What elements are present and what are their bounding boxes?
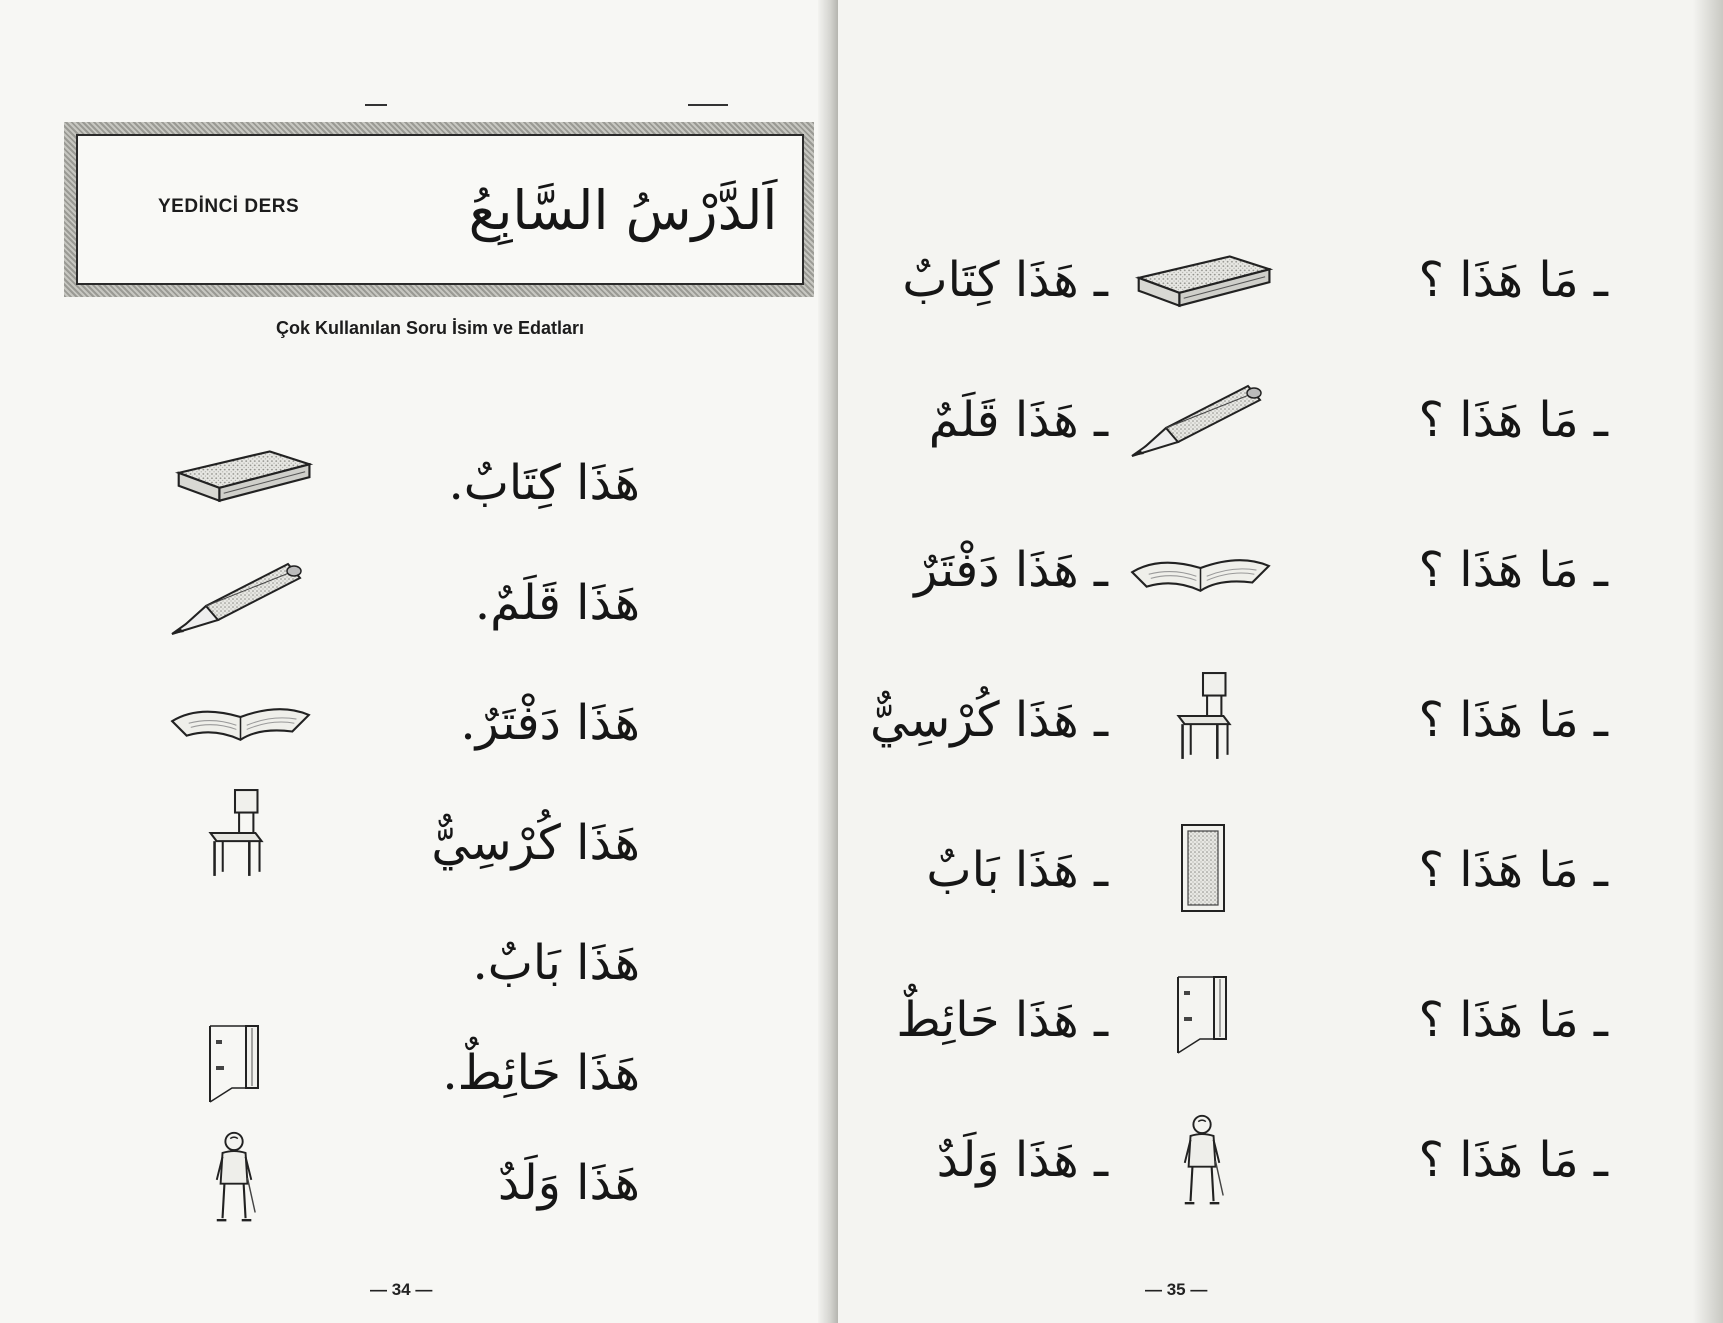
list-item bbox=[0, 548, 838, 658]
page-number-right: — 35 — bbox=[1145, 1280, 1208, 1299]
sentence-text: هَذَا وَلَدٌ bbox=[497, 1155, 640, 1211]
wall-icon bbox=[168, 1018, 318, 1118]
question-text: ـ مَا هَذَا ؟ bbox=[1418, 992, 1608, 1048]
question-text: ـ مَا هَذَا ؟ bbox=[1418, 1132, 1608, 1188]
sentence-text: هَذَا كُرْسِيٌّ bbox=[431, 815, 640, 871]
question-text: ـ مَا هَذَا ؟ bbox=[1418, 842, 1608, 898]
empty-picture-slot bbox=[168, 908, 318, 1008]
list-item bbox=[0, 908, 838, 1018]
sentence-text: هَذَا كِتَابٌ. bbox=[448, 455, 640, 511]
page-edge-shadow bbox=[1693, 0, 1723, 1323]
list-item bbox=[0, 788, 838, 898]
chair-icon bbox=[168, 788, 318, 888]
lesson-subtitle: Çok Kullanılan Soru İsim ve Edatları bbox=[275, 318, 585, 338]
pencil-icon bbox=[168, 548, 318, 648]
lesson-title-arabic: اَلدَّرْسُ السَّابِعُ bbox=[468, 179, 778, 242]
pencil-icon bbox=[1128, 365, 1278, 475]
chair-icon bbox=[1128, 665, 1278, 775]
question-text: ـ مَا هَذَا ؟ bbox=[1418, 542, 1608, 598]
sentence-text: هَذَا قَلَمٌ. bbox=[474, 575, 640, 631]
book-icon bbox=[168, 428, 318, 528]
question-text: ـ مَا هَذَا ؟ bbox=[1418, 692, 1608, 748]
answer-text: ـ هَذَا وَلَدٌ bbox=[936, 1132, 1108, 1188]
boy-icon bbox=[168, 1128, 318, 1228]
qa-row bbox=[838, 960, 1723, 1090]
sentence-text: هَذَا دَفْتَرٌ. bbox=[460, 695, 640, 751]
book-icon bbox=[1128, 225, 1278, 335]
qa-row bbox=[838, 660, 1723, 790]
answer-text: ـ هَذَا بَابٌ bbox=[926, 842, 1108, 898]
boy-icon bbox=[1128, 1105, 1278, 1215]
page-number-left: — 34 — bbox=[370, 1280, 433, 1299]
qa-row bbox=[838, 1100, 1723, 1230]
sentence-text: هَذَا حَائِطٌ. bbox=[442, 1045, 640, 1101]
left-page bbox=[0, 0, 838, 1323]
qa-row bbox=[838, 360, 1723, 490]
list-item bbox=[0, 428, 838, 538]
lesson-title-turkish: YEDİNCİ DERS bbox=[158, 196, 300, 217]
answer-text: ـ هَذَا حَائِطٌ bbox=[896, 992, 1108, 1048]
list-item bbox=[0, 1018, 838, 1128]
door-icon bbox=[1128, 815, 1278, 925]
wall-icon bbox=[1128, 965, 1278, 1075]
vocabulary-list bbox=[0, 0, 838, 1323]
list-item bbox=[0, 1128, 838, 1238]
notebook-icon bbox=[1128, 515, 1278, 625]
qa-row bbox=[838, 220, 1723, 350]
answer-text: ـ هَذَا قَلَمٌ bbox=[928, 392, 1108, 448]
notebook-icon bbox=[168, 668, 318, 768]
question-text: ـ مَا هَذَا ؟ bbox=[1418, 392, 1608, 448]
right-page bbox=[838, 0, 1723, 1323]
list-item bbox=[0, 668, 838, 778]
qa-row bbox=[838, 810, 1723, 940]
qa-row bbox=[838, 510, 1723, 640]
answer-text: ـ هَذَا كُرْسِيٌّ bbox=[870, 692, 1108, 748]
sentence-text: هَذَا بَابٌ. bbox=[472, 935, 640, 991]
answer-text: ـ هَذَا دَفْتَرٌ bbox=[914, 542, 1108, 598]
question-text: ـ مَا هَذَا ؟ bbox=[1418, 252, 1608, 308]
answer-text: ـ هَذَا كِتَابٌ bbox=[902, 252, 1108, 308]
